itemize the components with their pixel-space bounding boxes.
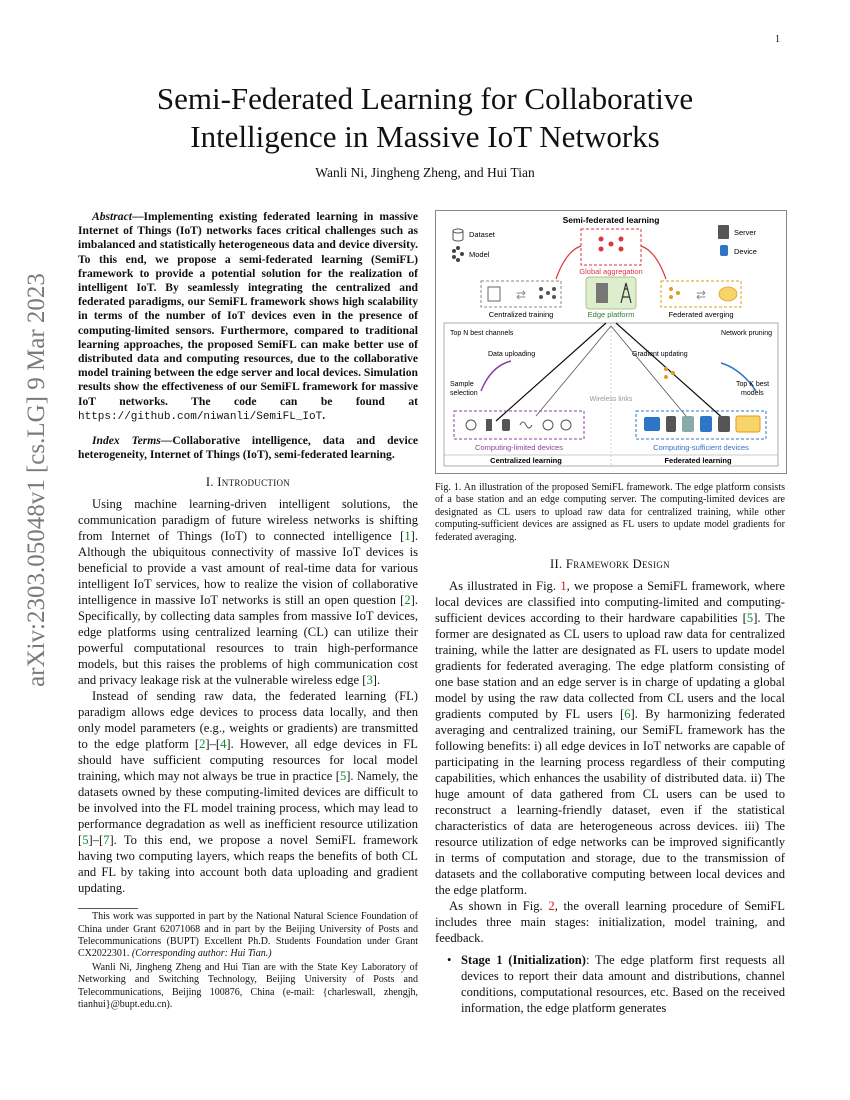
stage-1-item: • Stage 1 (Initialization): The edge platform first requests all devices to report their data amount and distributions, channel conditions, computational resources, etc. Based on the received information, the edge platform generates [461,952,785,1016]
citation-link[interactable]: 6 [624,707,631,722]
citation-link[interactable]: 5 [82,833,89,848]
fl-uplink-arrow [616,323,726,421]
wireless-links-label: Wireless links [589,396,633,403]
figure-caption: Fig. 1. An illustration of the proposed SemiFL framework. The edge platform consists of a base station and an edge computing server. The computing-limited devices are designated as CL users to upload raw data for centralized training, while other computing-sufficient devices are assigned as FL users to update model gradients for federated averaging. [435,482,785,543]
edge-platform-label: Edge platform [587,310,635,319]
legend-dataset: Dataset [469,230,495,239]
page-number: 1 [775,34,780,45]
cl-uplink-arrow [496,323,606,421]
paper-title [70,80,780,156]
title-line-1: Semi-Federated Learning for Collaborative [156,81,694,116]
federated-averaging-label: Federated averging [668,310,734,319]
svg-text:⇄: ⇄ [695,288,707,302]
title-line-2: Intelligence in Massive IoT Networks [190,119,660,154]
figure-link[interactable]: 2 [548,899,555,914]
computing-sufficient-label: Computing-sufficient devices [653,443,749,452]
smart-devices-icon [644,416,760,432]
server-icon [718,225,729,239]
framework-paragraph-2: As shown in Fig. 2, the overall learning procedure of SemiFL includes three main stages: initialization, model training, and feedback. [435,899,785,946]
sensor-devices-icon [466,419,571,431]
intro-paragraph-2: Instead of sending raw data, the federated learning (FL) paradigm allows edge devices to process data locally, and then only model parameters (e.g., weights or gradients) are transmitted to the edge platform [2]–[4]. However, all edge devices in FL should have sufficient computing resources for local model training, which may not always be true in practice [5]. Namely, the datasets owned by these computing-limited devices are difficult to be involved into the FL model training process, which may lead to performance degradation as well as inefficient resource utilization [5]–[7]. To this end, we propose a novel SemiFL framework having two computing layers, which reaps the benefits of both CL and FL by taking into account both data uploading and gradient updating. [78,689,418,896]
citation-link[interactable]: 3 [366,673,373,688]
figure-1 [435,210,787,474]
global-model-icon [599,237,624,252]
citation-link[interactable]: 1 [404,529,411,544]
computing-limited-box [454,411,584,439]
sample-selection-label: Sample [450,381,474,388]
local-model-icon [664,367,675,379]
right-column [435,210,785,1016]
stage-list [435,952,785,1016]
legend-device: Device [734,247,757,256]
footnote-rule [78,908,138,909]
federated-learning-label: Federated learning [664,456,732,465]
dataset-icon [453,229,463,241]
citation-link[interactable]: 5 [746,611,754,626]
citation-link[interactable]: 2 [404,593,411,608]
arrow-to-global-left [556,246,581,279]
author-list: Wanli Ni, Jingheng Zheng, and Hui Tian [315,165,535,180]
figure-link[interactable]: 1 [560,579,567,594]
data-upload-curve [481,361,511,391]
left-column [78,210,418,1011]
computing-limited-label: Computing-limited devices [475,443,563,452]
code-link[interactable]: https://github.com/niwanli/SemiFL_IoT [78,410,323,423]
top-n-label: Top N best channels [450,330,514,337]
model-icon [452,246,464,262]
legend-model: Model [469,250,490,259]
section-heading-framework-design: II. Framework Design [550,557,670,572]
svg-text:models: models [741,390,764,397]
arxiv-identifier-text: arXiv:2303.05048v1 [cs.LG] 9 Mar 2023 [23,273,50,687]
citation-link[interactable]: 7 [103,833,110,848]
data-uploading-label: Data uploading [488,351,536,358]
stage-1-label: Stage 1 (Initialization) [461,953,586,968]
abstract-label: Abstract [92,210,132,223]
legend-server: Server [734,228,757,237]
device-icon [720,245,728,256]
centralized-training-label: Centralized training [488,310,554,319]
centralized-learning-label: Centralized learning [490,456,562,465]
arxiv-identifier [17,273,57,687]
intro-paragraph-1: Using machine learning-driven intelligent solutions, the communication paradigm of future wireless networks is shifting from Internet of Things (IoT) to connected intelligence [1]. Although the ubiquitous connectivity of massive IoT devices is beneficial to provide a vast amount of real-time data for various intelligent IoT services, how to realize the vision of collaborative intelligence in massive IoT networks is still an open question [2]. Specifically, by collecting data samples from massive IoT devices, edge platforms using centralized learning (CL) can utilize their powerful computational resources to train high-performance models, but this raises the problems of high communication cost and privacy leakage risk at the vulnerable wireless edge [3]. [78,497,418,688]
svg-text:⇄: ⇄ [515,288,527,302]
svg-text:selection: selection [450,390,478,397]
arrow-to-global-right [641,246,666,279]
semifl-diagram [436,211,786,473]
framework-paragraph-1: As illustrated in Fig. 1, we propose a SemiFL framework, where local devices are classified into computing-limited and computing-sufficient devices according to their hardware capabilities [5]. The former are designated as CL users to upload raw data for centralized training, while the latter are designated as FL users to update model gradients for federated averaging. The edge platform consisting of one base station and an edge server is in charge of updating a global model by using the raw data collected from CL users and the local gradients computed by FL users [6]. By harmonizing federated averaging and centralized training, our SemiFL framework has the following benefits: i) all edge devices in IoT networks are capable of participating in the learning process regardless of their computing capabilities, which enhances the usability of distributed data. ii) The huge amount of data gathered from CL users can be used to reconstruct a learning-friendly dataset, even if the statistical characteristics of data are heterogeneous across devices. iii) The resource utilization of edge networks can be improved significantly in terms of computation and storage, due to the transmission of datasets and the collaborative computing between local devices and the edge platform. [435,579,786,898]
abstract-text: —Implementing existing federated learning in massive Internet of Things (IoT) networks faces critical challenges such as imbalanced and statistically heterogeneous data and device diversity. To this end, we propose a semi-federated learning (SemiFL) framework to provide a potential solution for the realization of intelligent IoT. By seamlessly integrating the centralized and federated paradigms, our SemiFL framework shows high scalability in terms of the number of IoT devices even in the presence of computing-limited sensors. Furthermore, compared to traditional learning approaches, the proposed SemiFL can make better use of distributed data and computing resources, due to the collaborative model training between the edge server and local devices. Simulation results show the effectiveness of our SemiFL framework for massive IoT networks. The code can be found at [78,210,418,408]
server-icon [596,283,608,303]
index-terms-text: —Collaborative intelligence, data and device heterogeneity, Internet of Things (IoT), semi-federated learning. [78,434,418,462]
global-aggregation-label: Global aggregation [579,267,643,276]
footnote-affiliation: Wanli Ni, Jingheng Zheng and Hui Tian are with the State Key Laboratory of Networking and Switching Technology, Beijing University of Posts and Telecommunications, Beijing 100876, China (e-mail: {charleswall, zhengjh, tianhui}@bupt.edu.cn). [78,962,418,1010]
index-terms-label: Index Terms [92,434,161,448]
citation-link[interactable]: 2 [199,737,206,752]
section-heading-introduction: I. Introduction [205,475,291,490]
footnote-funding: This work was supported in part by the National Natural Science Foundation of China under Grant 62071068 and in part by the Beijing University of Posts and Telecommunications (BUPT) Excellent Ph.D. Students Foundation under Grant CX2022301. (Corresponding author: Hui Tian.) [78,911,418,960]
global-aggregation-box [581,229,641,265]
top-k-label: Top K best [736,381,770,388]
figure-header: Semi-federated learning [562,215,660,225]
gradient-updating-label: Gradient updating [632,351,688,358]
citation-link[interactable]: 5 [339,769,347,784]
abstract: Abstract—Implementing existing federated learning in massive Internet of Things (IoT) networks faces critical challenges such as imbalanced and statistically heterogeneous data and device diversity. To this end, we propose a semi-federated learning (SemiFL) framework to provide a potential solution for the realization of intelligent IoT. By seamlessly integrating the centralized and federated paradigms, our SemiFL framework shows high scalability in terms of the number of IoT devices even in the presence of computing-limited sensors. Furthermore, compared to traditional learning approaches, the proposed SemiFL can make better use of distributed data and computing resources, due to the collaborative model training between the edge server and local devices. Simulation results show the effectiveness of our SemiFL framework for massive IoT networks. The code can be found at https://github.com/niwanli/SemiFL_IoT. [78,210,418,423]
index-terms [78,434,418,462]
network-pruning-label: Network pruning [721,330,772,337]
citation-link[interactable]: 4 [220,737,227,752]
